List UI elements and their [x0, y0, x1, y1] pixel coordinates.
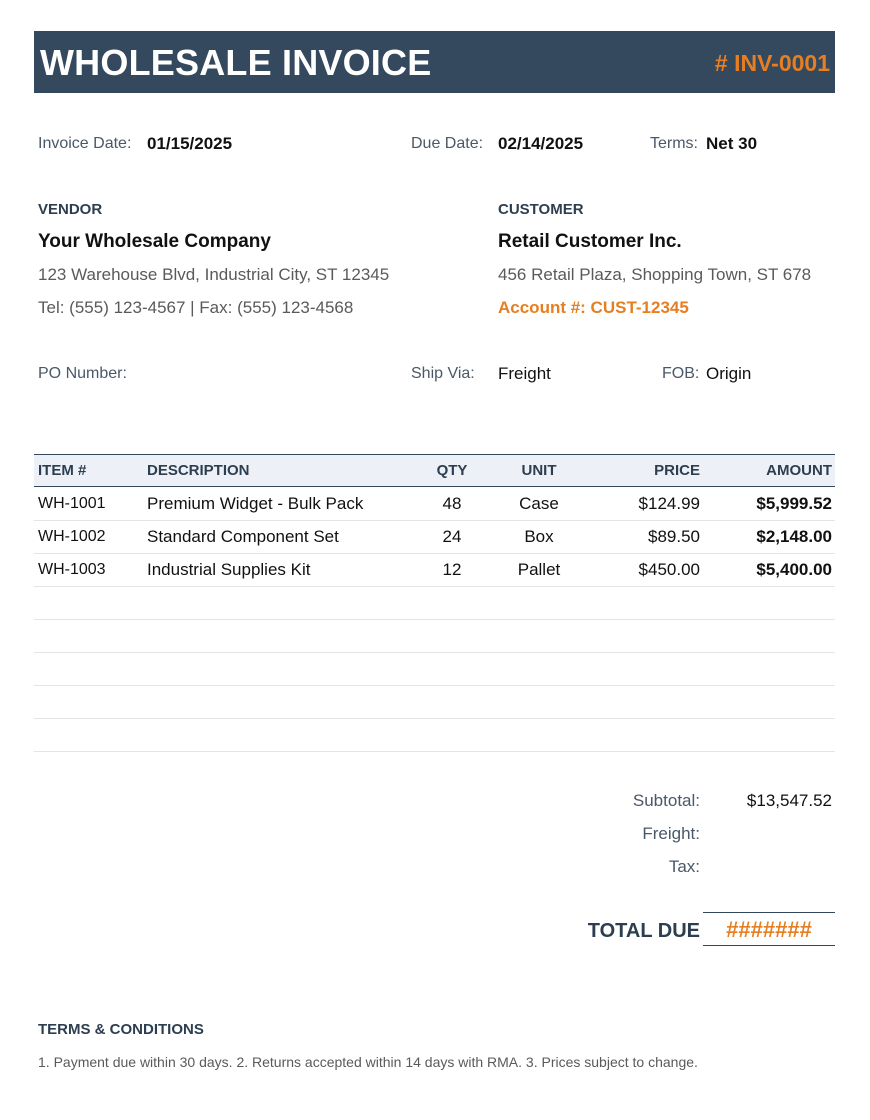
- item-number-cell[interactable]: WH-1003: [38, 561, 106, 578]
- description-cell[interactable]: Premium Widget - Bulk Pack: [147, 494, 364, 513]
- fob-label: FOB:: [662, 365, 700, 382]
- column-header-description: DESCRIPTION: [147, 462, 250, 479]
- vendor-address[interactable]: 123 Warehouse Blvd, Industrial City, ST 12345: [38, 265, 390, 284]
- qty-cell[interactable]: 24: [442, 527, 462, 546]
- empty-row-divider: [34, 685, 835, 686]
- row-divider: [34, 586, 835, 587]
- column-header-unit: UNIT: [521, 462, 557, 479]
- invoice-number: # INV-0001: [714, 50, 830, 76]
- customer-name[interactable]: Retail Customer Inc.: [498, 231, 682, 252]
- subtotal-label: Subtotal:: [632, 791, 700, 810]
- tax-label: Tax:: [668, 857, 700, 876]
- customer-account[interactable]: Account #: CUST-12345: [498, 298, 689, 317]
- customer-address-cell[interactable]: [498, 265, 838, 287]
- empty-row-divider: [34, 751, 835, 752]
- column-header-qty: QTY: [436, 462, 468, 479]
- invoice-date-value[interactable]: 01/15/2025: [147, 134, 233, 153]
- freight-label: Freight:: [642, 824, 700, 843]
- description-cell[interactable]: Industrial Supplies Kit: [147, 560, 311, 579]
- po-number-value[interactable]: [140, 364, 380, 384]
- invoice-date-label: Invoice Date:: [38, 135, 132, 152]
- empty-row-divider: [34, 619, 835, 620]
- invoice-title: WHOLESALE INVOICE: [40, 42, 432, 83]
- row-divider: [34, 553, 835, 554]
- price-cell[interactable]: $124.99: [638, 494, 700, 513]
- qty-cell[interactable]: 48: [442, 494, 462, 513]
- customer-heading: CUSTOMER: [498, 201, 584, 218]
- total-due-value: #######: [726, 917, 812, 942]
- due-date-value: 02/14/2025: [498, 134, 583, 153]
- terms-text: 1. Payment due within 30 days. 2. Returns accepted within 14 days with RMA. 3. Prices subject to change.: [38, 1054, 698, 1070]
- item-number-cell[interactable]: WH-1001: [38, 495, 106, 512]
- unit-cell[interactable]: Pallet: [517, 560, 561, 579]
- tax-value[interactable]: [712, 857, 832, 877]
- terms-heading: TERMS & CONDITIONS: [38, 1021, 204, 1038]
- ship-via-value[interactable]: Freight: [498, 364, 551, 383]
- empty-row-divider: [34, 652, 835, 653]
- customer-address: 456 Retail Plaza, Shopping Town, ST 678: [498, 265, 812, 284]
- item-number-cell[interactable]: WH-1002: [38, 528, 106, 545]
- price-cell[interactable]: $89.50: [648, 527, 700, 546]
- vendor-name[interactable]: Your Wholesale Company: [38, 231, 271, 252]
- price-cell[interactable]: $450.00: [638, 560, 700, 579]
- po-number-label: PO Number:: [38, 365, 127, 382]
- unit-cell[interactable]: Case: [519, 494, 559, 513]
- description-cell[interactable]: Standard Component Set: [147, 527, 339, 546]
- vendor-heading: VENDOR: [38, 201, 103, 218]
- due-date-cell[interactable]: [498, 134, 583, 156]
- row-divider: [34, 520, 835, 521]
- unit-cell[interactable]: Box: [524, 527, 554, 546]
- due-date-label: Due Date:: [411, 135, 484, 152]
- column-header-item: ITEM #: [38, 462, 87, 479]
- column-header-price: PRICE: [654, 462, 700, 479]
- subtotal-value: $13,547.52: [746, 791, 832, 810]
- column-header-amount: AMOUNT: [766, 462, 832, 479]
- amount-cell: $5,999.52: [756, 494, 832, 513]
- qty-cell[interactable]: 12: [442, 560, 462, 579]
- amount-cell: $5,400.00: [756, 560, 832, 579]
- ship-via-label: Ship Via:: [411, 365, 475, 382]
- fob-value[interactable]: Origin: [706, 364, 752, 383]
- freight-value[interactable]: [712, 824, 832, 844]
- terms-label: Terms:: [650, 135, 698, 152]
- total-due-label: TOTAL DUE: [587, 920, 700, 942]
- empty-row-divider: [34, 718, 835, 719]
- vendor-contact[interactable]: Tel: (555) 123-4567 | Fax: (555) 123-4568: [38, 298, 354, 317]
- amount-cell: $2,148.00: [756, 527, 832, 546]
- terms-value[interactable]: Net 30: [706, 134, 758, 153]
